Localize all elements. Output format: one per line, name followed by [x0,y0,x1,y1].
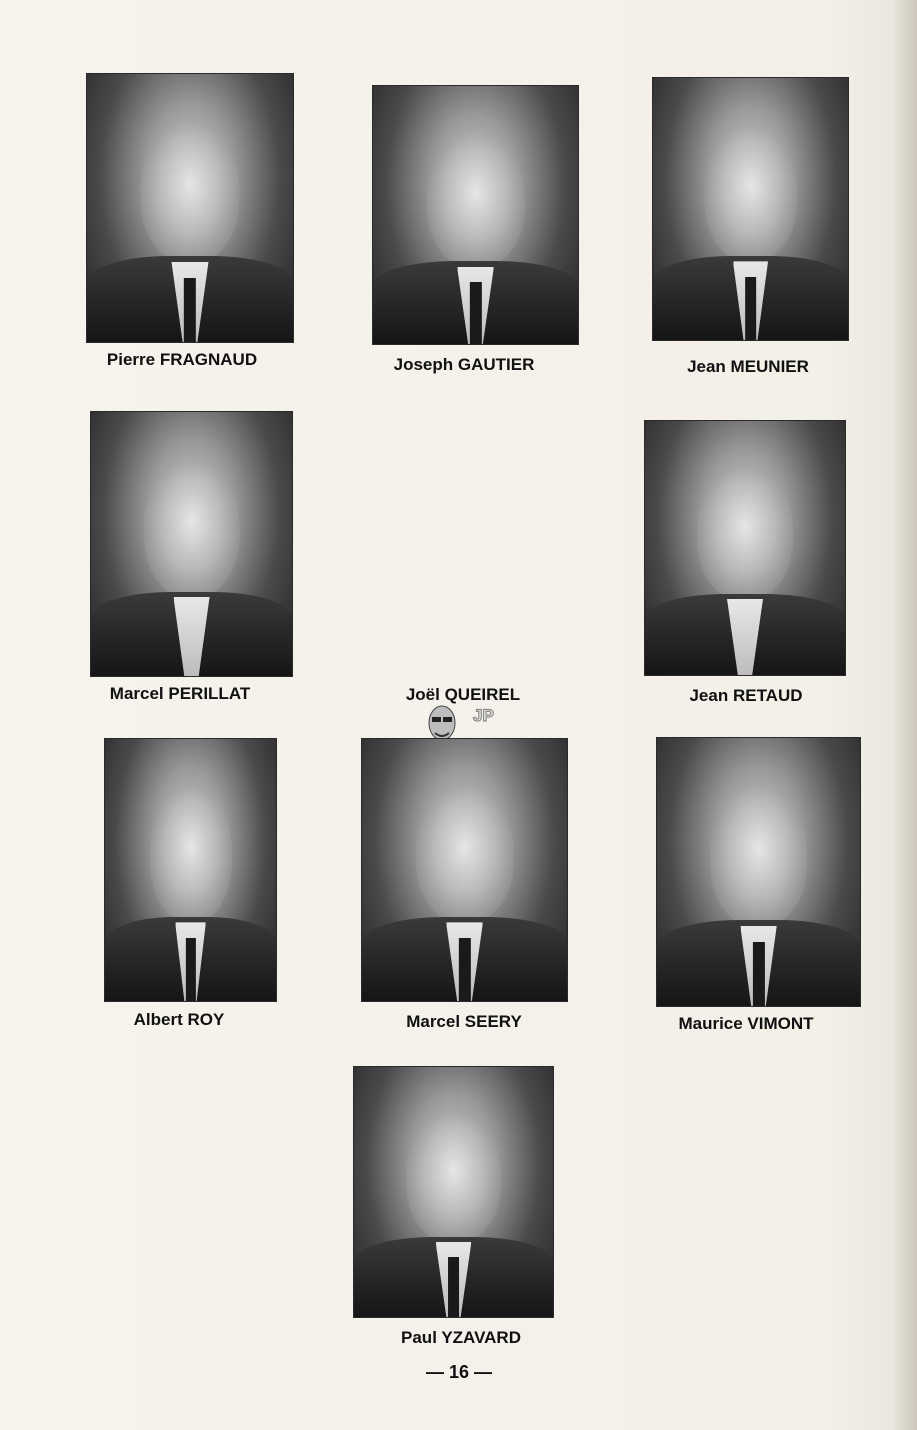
portrait-photo-8 [361,738,568,1002]
portrait-photo-6 [644,420,846,676]
portrait-photo-1 [86,73,294,343]
portrait-photo-2 [372,85,579,345]
portrait-photo-3 [652,77,849,341]
portrait-caption-3: Jean MEUNIER [687,357,809,376]
portrait-caption-7: Albert ROY [133,1010,225,1029]
portrait-caption-10: Paul YZAVARD [401,1328,521,1347]
portrait-photo-4 [90,411,293,677]
portrait-photo-10 [353,1066,554,1318]
page-number: — 16 — [425,1362,493,1382]
portrait-photo-7 [104,738,277,1002]
portrait-photo-9 [656,737,861,1007]
portrait-caption-8: Marcel SEERY [406,1012,522,1031]
portrait-caption-9: Maurice VIMONT [678,1014,814,1033]
portrait-caption-2: Joseph GAUTIER [393,355,535,374]
portrait-caption-4: Marcel PERILLAT [109,684,251,703]
portrait-caption-1: Pierre FRAGNAUD [106,350,258,369]
portrait-caption-6: Jean RETAUD [689,686,803,705]
svg-text:JP: JP [473,706,494,725]
portrait-caption-5: Joël QUEIREL [405,685,521,704]
